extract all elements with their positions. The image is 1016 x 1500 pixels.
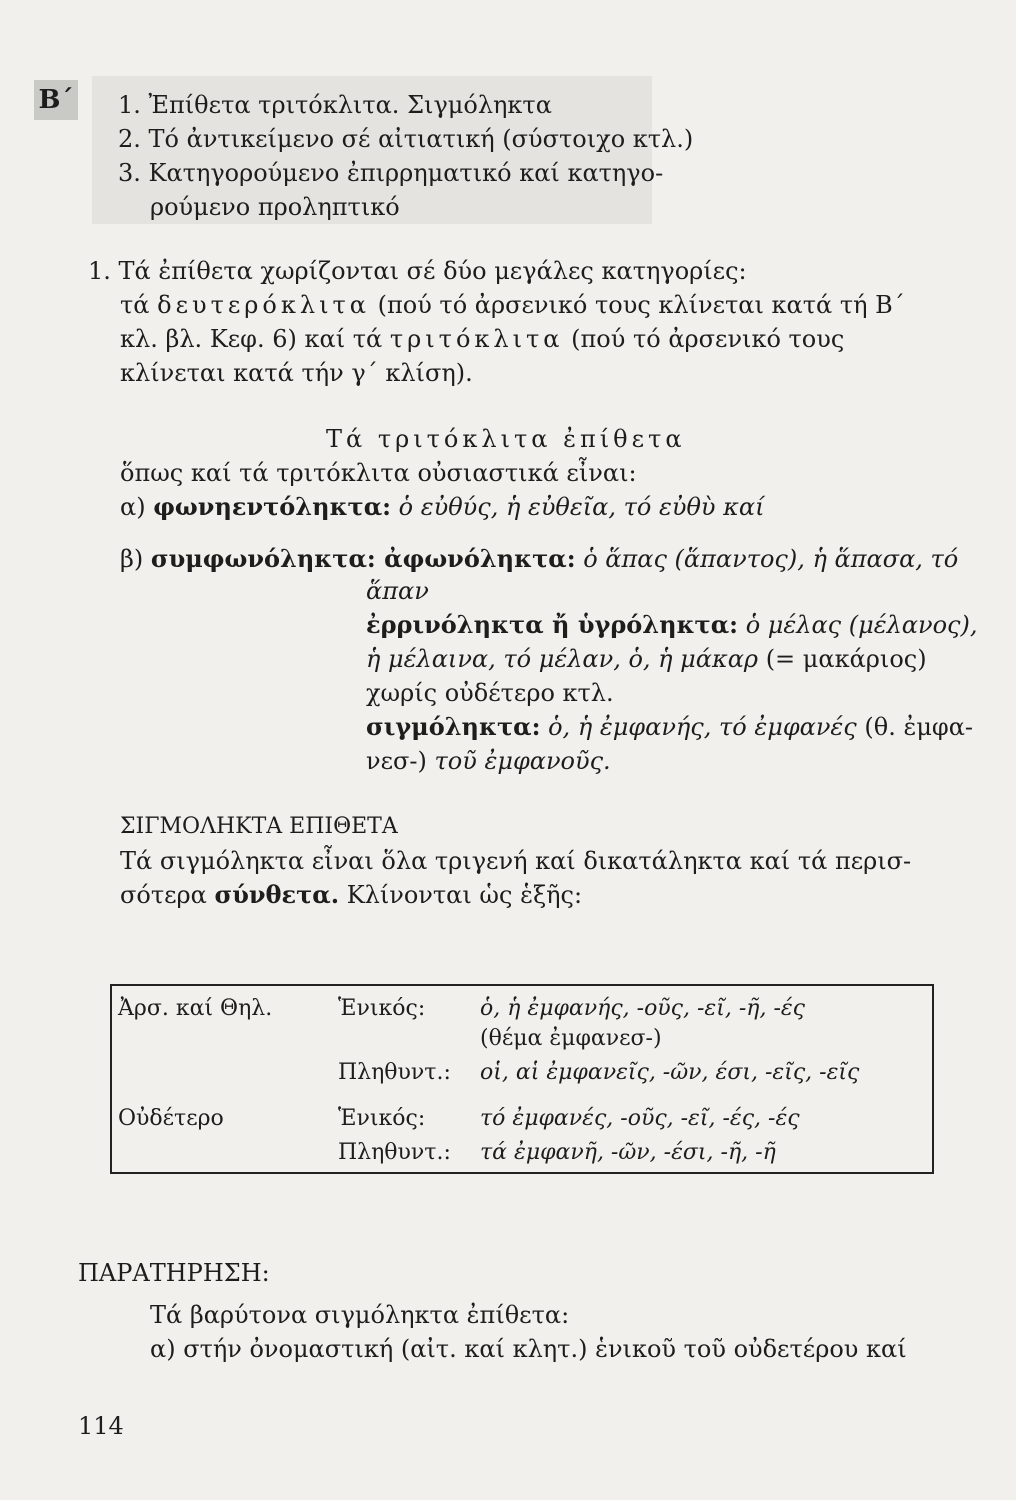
chapter-badge: Β΄ [34,80,78,120]
sigmolikta-line1: Τά σιγμόληκτα εἶναι ὅλα τριγενή καί δικατάληκτα καί τά περισ- [120,847,912,875]
errinolikta-examples-2: ἡ μέλαινα, τό μέλαν, ὁ, ἡ μάκαρ [366,645,759,673]
section1-line3 [120,322,844,356]
note-line2: α) στήν ὀνομαστική (αἰτ. καί κλητ.) ἑνικοῦ τοῦ οὐδετέρου καί [150,1335,907,1363]
table-forms: τά ἐμφανῆ, -ῶν, -έσι, -ῆ, -ῆ [480,1140,776,1165]
section1-line4: κλίνεται κατά τήν γ΄ κλίση). [120,359,473,387]
tritoklita-intro: ὅπως καί τά τριτόκλιτα οὐσιαστικά εἶναι: [120,459,637,487]
header-item-3: 3. Κατηγορούμενο ἐπιρρηματικό καί κατηγο- [118,159,664,187]
item-a-term: φωνηεντόληκτα: [153,492,392,521]
table-forms: οἱ, αἱ ἐμφανεῖς, -ῶν, έσι, -εῖς, -εῖς [480,1060,860,1085]
sigmolikta-line2-b: σύνθετα. [214,880,340,909]
item-a [120,490,764,524]
section1-line2 [120,288,905,322]
table-gender: Οὐδέτερο [118,1106,224,1131]
table-number: Ἑνικός: [338,1106,426,1131]
sigmolikta-genitive: τοῦ ἐμφανοῦς. [434,747,611,775]
note-line1: Τά βαρύτονα σιγμόληκτα ἐπίθετα: [150,1301,570,1329]
errinolikta-term: ἐρρινόληκτα ἤ ὑγρόληκτα: [366,610,739,639]
header-item-1: 1. Ἐπίθετα τριτόκλιτα. Σιγμόληκτα [118,91,552,119]
section1-spaced-deuteroklita: δευτερόκλιτα [157,291,370,319]
sigmolikta-examples: ὁ, ἡ ἐμφανής, τό ἐμφανές [548,713,857,741]
section1-line1: 1. Τά ἐπίθετα χωρίζονται σέ δύο μεγάλες κατηγορίες: [88,257,747,285]
item-errinolikta-3: χωρίς οὐδέτερο κτλ. [366,679,614,707]
item-sigmolikta-2 [366,744,611,778]
sigmolikta-line2 [120,878,582,912]
errinolikta-examples: ὁ μέλας (μέλανος), [745,611,978,639]
item-errinolikta [366,608,977,642]
sigmolikta-stem: (θ. ἐμφα- [864,713,974,741]
item-b [120,542,958,576]
header-item-3-cont: ρούμενο προληπτικό [150,193,400,221]
header-item-2: 2. Τό ἀντικείμενο σέ αἰτιατική (σύστοιχο κτλ.) [118,125,694,153]
errinolikta-gloss: (= μακάριος) [765,645,927,673]
item-b-examples: ὁ ἅπας (ἅπαντος), ἡ ἅπασα, τό [583,545,959,573]
table-number: Πληθυντ.: [338,1060,451,1085]
table-forms: τό ἐμφανές, -οῦς, -εῖ, -ές, -ές [480,1106,800,1131]
item-a-examples: ὁ εὐθύς, ἡ εὐθεῖα, τό εὐθὺ καί [398,493,765,521]
section1-line2-a: τά [120,291,150,319]
sigmolikta-stem-cont: νεσ-) [366,747,427,775]
table-number: Πληθυντ.: [338,1140,451,1165]
section1-line3-a: κλ. βλ. Κεφ. 6) καί τά [120,325,383,353]
table-forms: (θέμα ἐμφανεσ-) [480,1026,662,1051]
item-b-label: β) [120,545,144,573]
section1-line3-c: (πού τό ἀρσενικό τους [571,325,845,353]
item-a-label: α) [120,493,146,521]
table-number: Ἑνικός: [338,996,426,1021]
sigmolikta-heading: ΣΙΓΜΟΛΗΚΤΑ ΕΠΙΘΕΤΑ [120,814,398,839]
table-forms: ὁ, ἡ ἐμφανής, -οῦς, -εῖ, -ῆ, -ές [480,996,806,1021]
sigmolikta-line2-a: σότερα [120,881,207,909]
item-b-cont: ἅπαν [366,577,429,605]
item-b-term: συμφωνόληκτα: ἀφωνόληκτα: [150,544,576,573]
section1-spaced-tritoklita: τριτόκλιτα [389,325,564,353]
tritoklita-heading: Τά τριτόκλιτα ἐπίθετα [326,425,686,453]
section1-line2-c: (πού τό ἀρσενικό τους κλίνεται κατά τή Β΄ [377,291,905,319]
table-gender: Ἀρσ. καί Θηλ. [118,996,273,1021]
item-errinolikta-2 [366,642,927,676]
sigmolikta-term: σιγμόληκτα: [366,712,541,741]
note-heading: ΠΑΡΑΤΗΡΗΣΗ: [78,1259,270,1287]
sigmolikta-line2-c: Κλίνονται ὡς ἑξῆς: [346,881,583,909]
item-sigmolikta [366,710,973,744]
page-number: 114 [78,1412,124,1440]
